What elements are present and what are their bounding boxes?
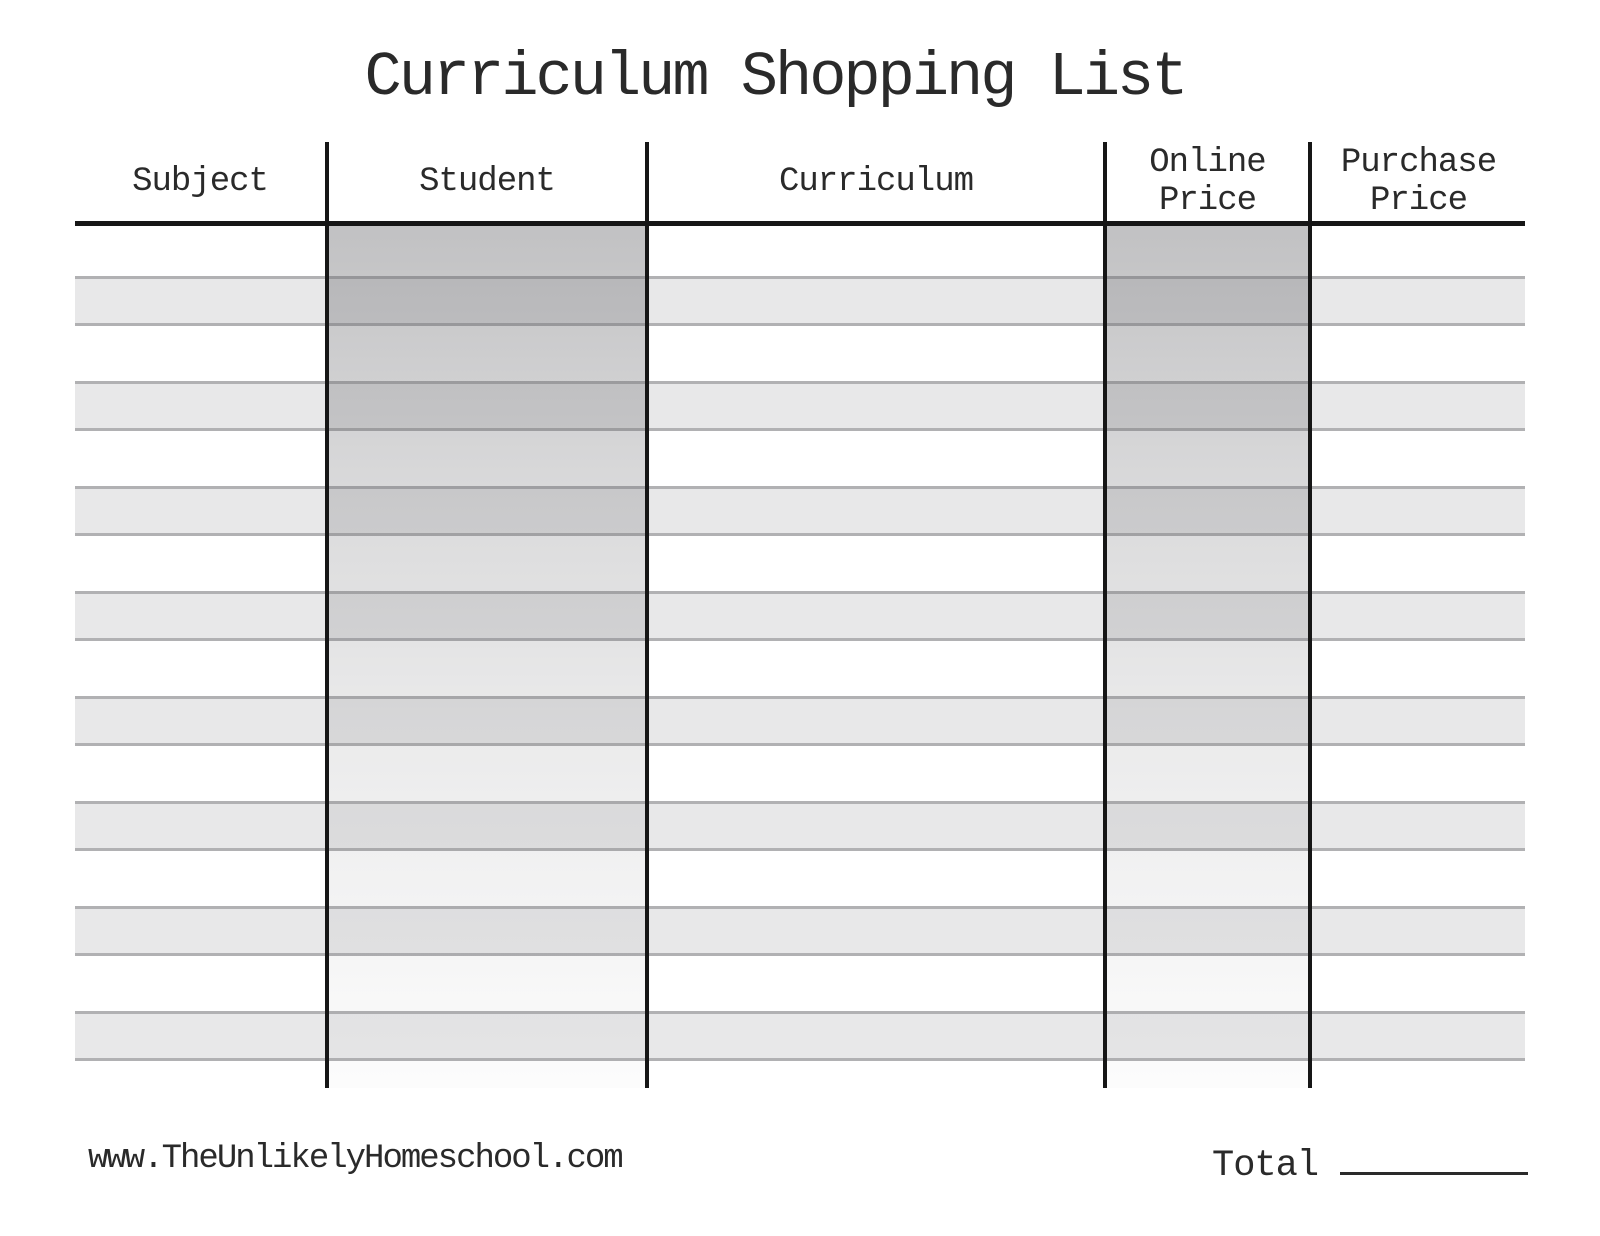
column-header-student: Student	[419, 162, 555, 201]
column-divider-curriculum-online	[1103, 142, 1107, 1088]
column-divider-online-purchase	[1308, 142, 1312, 1088]
shopping-list-table	[75, 142, 1525, 1088]
column-header-curriculum: Curriculum	[778, 162, 974, 201]
column-divider-student-curriculum	[645, 142, 649, 1088]
column-header-subject: Subject	[132, 162, 268, 201]
column-header-purchase-price: Purchase Price	[1340, 143, 1497, 220]
total-label: Total	[1212, 1145, 1319, 1187]
column-divider-subject-student	[325, 142, 329, 1088]
total-field	[1212, 1138, 1528, 1187]
website-url: www.TheUnlikelyHomeschool.com	[88, 1140, 622, 1178]
column-header-online-price: Online Price	[1149, 143, 1266, 220]
total-blank-line	[1340, 1138, 1528, 1175]
page-title: Curriculum Shopping List	[364, 42, 1186, 113]
